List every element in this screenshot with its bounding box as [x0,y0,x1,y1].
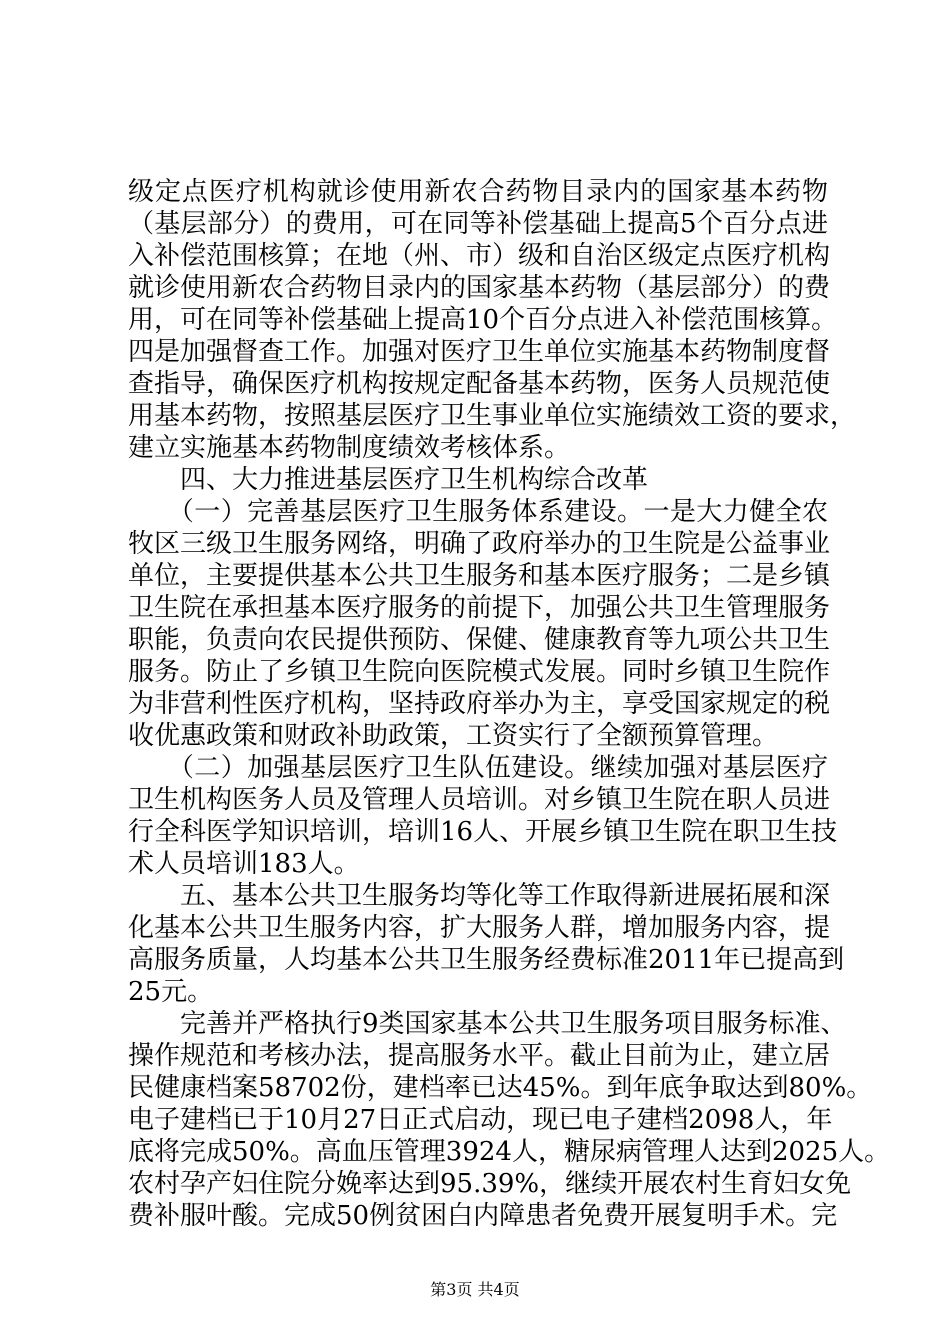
text-line: 费补服叶酸。完成50例贫困白内障患者免费开展复明手术。完 [128,1201,838,1231]
text-line: 单位，主要提供基本公共卫生服务和基本医疗服务；二是乡镇 [128,561,831,591]
text-line: 操作规范和考核办法，提高服务水平。截止目前为止，建立居 [128,1041,831,1071]
text-line: 化基本公共卫生服务内容，扩大服务人群，增加服务内容，提 [128,913,831,943]
text-line: 卫生院在承担基本医疗服务的前提下，加强公共卫生管理服务 [128,593,831,623]
text-line: （二）加强基层医疗卫生队伍建设。继续加强对基层医疗 [128,753,828,783]
text-line: 服务。防止了乡镇卫生院向医院模式发展。同时乡镇卫生院作 [128,657,831,687]
text-line: （一）完善基层医疗卫生服务体系建设。一是大力健全农 [128,497,828,527]
text-line: 收优惠政策和财政补助政策，工资实行了全额预算管理。 [128,721,779,751]
text-line: 术人员培训183人。 [128,849,360,879]
text-line: 查指导，确保医疗机构按规定配备基本药物，医务人员规范使 [128,369,831,399]
text-line: 为非营利性医疗机构，坚持政府举办为主，享受国家规定的税 [128,689,831,719]
text-line: 底将完成50%。高血压管理3924人，糖尿病管理人达到2025人。 [128,1137,891,1167]
section-heading: 四、大力推进基层医疗卫生机构综合改革 [128,465,649,495]
text-line: 25元。 [128,977,214,1007]
text-line: 五、基本公共卫生服务均等化等工作取得新进展拓展和深 [128,881,831,911]
text-line: 入补偿范围核算；在地（州、市）级和自治区级定点医疗机构 [128,241,831,271]
text-line: 电子建档已于10月27日正式启动，现已电子建档2098人，年 [128,1105,833,1135]
text-line: 卫生机构医务人员及管理人员培训。对乡镇卫生院在职人员进 [128,785,831,815]
text-line: 就诊使用新农合药物目录内的国家基本药物（基层部分）的费 [128,273,831,303]
text-line: 四是加强督查工作。加强对医疗卫生单位实施基本药物制度督 [128,337,831,367]
text-line: 牧区三级卫生服务网络，明确了政府举办的卫生院是公益事业 [128,529,831,559]
text-line: （基层部分）的费用，可在同等补偿基础上提高5个百分点进 [128,209,828,239]
text-line: 高服务质量，人均基本公共卫生服务经费标准2011年已提高到 [128,945,845,975]
text-line: 建立实施基本药物制度绩效考核体系。 [128,433,571,463]
text-line: 职能，负责向农民提供预防、保健、健康教育等九项公共卫生 [128,625,831,655]
text-line: 用，可在同等补偿基础上提高10个百分点进入补偿范围核算。 [128,305,838,335]
text-line: 用基本药物，按照基层医疗卫生事业单位实施绩效工资的要求， [128,401,857,431]
page-number-footer: 第3页 共4页 [430,1280,520,1299]
text-line: 农村孕产妇住院分娩率达到95.39%，继续开展农村生育妇女免 [128,1169,852,1199]
text-line: 完善并严格执行9类国家基本公共卫生服务项目服务标准、 [128,1009,847,1039]
text-line: 行全科医学知识培训，培训16人、开展乡镇卫生院在职卫生技 [128,817,838,847]
text-line: 级定点医疗机构就诊使用新农合药物目录内的国家基本药物 [128,177,828,207]
text-line: 民健康档案58702份，建档率已达45%。到年底争取达到80%。 [128,1073,873,1103]
